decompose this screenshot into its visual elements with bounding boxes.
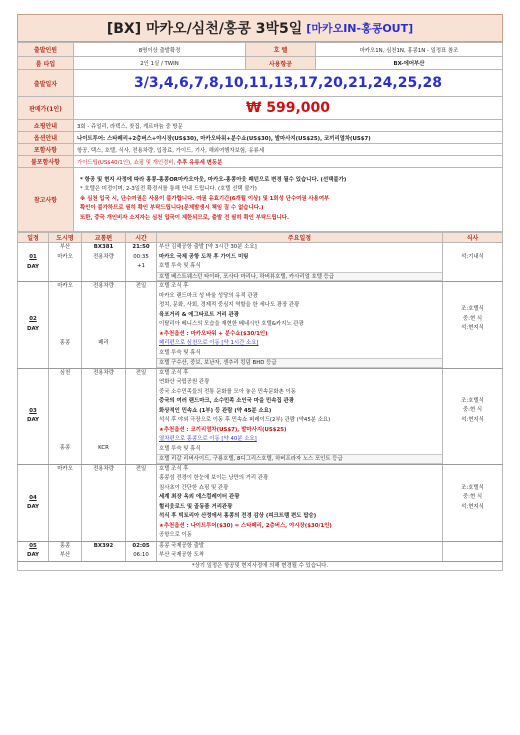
day-label: DAY <box>26 504 40 510</box>
itinerary-line: 호텔 조식 후 <box>159 465 189 472</box>
day-row <box>18 282 503 369</box>
itinerary-line: 홍콩섬 전경이 한눈에 보이는 낭만의 거리 관광 <box>159 475 269 481</box>
time: +1 <box>137 263 145 269</box>
itinerary-line: 육포거리 & 에그타르트 거리 관광 <box>159 311 239 318</box>
itinerary-line: 호텔 조식 후 <box>159 283 189 289</box>
option-label: 옵션안내 <box>18 132 74 144</box>
time: 02:05 <box>132 542 150 549</box>
price-label: 판매가(1인) <box>18 97 74 120</box>
col-header-transport: 교통편 <box>82 233 126 243</box>
meal: 중:현 식 <box>462 494 483 500</box>
day-row <box>18 243 503 282</box>
note-line: ※ 심천 입국 시, 단수여권은 사용이 불가합니다. 여권 유효기간(6개월 이상) 및 1회성 단수여권 사용여부 <box>80 195 330 202</box>
itinerary-line: 호텔 투숙 및 휴식 <box>159 445 201 452</box>
day-label: DAY <box>26 552 40 558</box>
note-line: * 항공 및 현지 사정에 따라 홍콩-홍콩OR마카오아웃, 마카오-홍콩아웃 패턴으로 변경 될수 있습니다. (선택불가) <box>80 176 347 183</box>
itinerary-line: 공항으로 이동 <box>159 532 192 538</box>
itinerary-line: 중국 소수민족들의 전통 문화를 모아 놓은 민속문화촌 이동 <box>159 388 296 395</box>
itinerary-line: 이탈리아 베니스의 모습을 재현한 베네시안 호텔&카지노 관광 <box>159 321 304 327</box>
meal: 조:호텔식 <box>461 397 484 404</box>
itinerary-line: 연화산 국립공원 관광 <box>159 379 210 385</box>
city: 홍콩 <box>59 542 71 549</box>
info-table <box>17 42 503 232</box>
transport: 전용차량 <box>93 253 114 260</box>
transport: KCR <box>98 445 109 451</box>
shopping-label: 쇼핑안내 <box>18 120 74 132</box>
time: 전일 <box>135 369 147 376</box>
exclude-label: 불포함사항 <box>18 156 74 168</box>
meal: 석:기내식 <box>461 254 484 260</box>
depart-value: 8명이상 출발확정 <box>74 43 246 57</box>
title-bar <box>17 14 503 42</box>
city: 마카오 <box>57 283 73 289</box>
exclude-value-a: 가이드팁(US$40/1인), 쇼핑 및 개인경비, <box>77 159 177 166</box>
room-label: 룸 타입 <box>18 57 74 70</box>
schedule-footnote: *상기 일정은 항공및 현지사정에 의해 변경될 수 있습니다. <box>17 562 503 571</box>
note-line: * 호텔은 미정이며, 2-3일전 확정서를 통해 안내 드립니다. (호텔 선택 불가) <box>80 186 257 193</box>
airline-value: BX-에어부산 <box>316 57 503 70</box>
note-line: 또한, 중국 개인비자 소지자는 심천 입국이 제한되므로, 출발 전 필히 확인 부탁드립니다. <box>80 214 290 221</box>
itinerary-line: 호텔 투숙 및 휴식 <box>159 263 201 269</box>
itinerary-line: 헐리웃로드 및 골동품 거리관광 <box>159 503 233 510</box>
transport: 전용차량 <box>93 369 114 376</box>
col-header-meal: 식사 <box>443 233 503 243</box>
schedule-table <box>17 232 503 562</box>
hotel-line: 호텔 구수산, 중보, 보난자, 센추리 킹덤 BHD 등급 <box>157 358 442 368</box>
itinerary-line: 홍콩 국제공항 출발 <box>159 542 205 549</box>
time: 전일 <box>135 283 147 289</box>
meal: 석:현지식 <box>461 503 484 510</box>
itinerary-line: 부산 김해공항 출발 [약 3시간 30분 소요] <box>159 244 257 250</box>
room-value: 2인 1실 / TWIN <box>74 57 246 70</box>
itinerary-line: 부산 국제공항 도착 <box>159 552 205 558</box>
flight-number: BX392 <box>93 542 114 549</box>
itinerary-line: 페리편으로 심천으로 이동 [약 1시간 소요] <box>159 340 259 346</box>
city: 심천 <box>59 369 71 376</box>
transport: 전용차량 <box>93 283 114 289</box>
itinerary-line: 호텔 투숙 및 휴식 <box>159 349 201 356</box>
itinerary-line: 마카오 랜드마크 성 바울 성당의 유적 관광 <box>159 292 258 299</box>
time: 전일 <box>135 465 147 472</box>
day-row <box>18 464 503 541</box>
city: 부산 <box>59 552 71 558</box>
page-title: [BX] 마카오/심천/홍콩 3박5일 <box>106 21 303 37</box>
exclude-value-b: 추후 유류세 변동분 <box>176 159 223 166</box>
exclude-value <box>74 156 503 168</box>
itinerary-line: 호텔 조식 후 <box>159 369 189 376</box>
day-number: 04 <box>29 494 37 501</box>
day-number: 05 <box>29 542 37 549</box>
time: 21:50 <box>132 244 150 250</box>
itinerary-line: 침사초이 간단한 쇼핑 및 관광 <box>159 484 229 491</box>
meal: 조:호텔식 <box>461 484 484 491</box>
hotel-line: 호텔 리갈 리버사이드, 구룡호텔, 8디그리스호텔, 하버프라자 노스 포인트 등급 <box>157 454 442 464</box>
meal: 중:현 식 <box>462 315 483 322</box>
meal: 조:호텔식 <box>461 306 484 312</box>
option-line: ★추천옵션 : 나이트투어($30) = 스타페리, 2층버스, 야시장($30/1인) <box>159 522 332 529</box>
day-number: 01 <box>29 254 37 260</box>
itinerary-line: 세계 최장 옥외 에스컬레이터 관광 <box>159 494 240 500</box>
itinerary-line: 중국의 여러 랜드마크, 소수민족 소인국 마을 민속집 관광 <box>159 398 294 404</box>
meal: 석:현지식 <box>461 416 484 423</box>
transport: 페리 <box>98 339 109 346</box>
meal: 중:현 식 <box>462 407 483 413</box>
itinerary-page <box>17 14 503 718</box>
notes-block <box>74 168 503 232</box>
dates-label: 출발일자 <box>18 70 74 97</box>
day-number: 02 <box>29 316 37 322</box>
price-value: ₩ 599,000 <box>74 97 503 120</box>
city: 마카오 <box>57 465 73 472</box>
include-label: 포함사항 <box>18 144 74 156</box>
day-label: DAY <box>26 263 40 270</box>
page-subtitle: [마카오IN-홍콩OUT] <box>306 22 414 35</box>
time: 06:10 <box>133 552 149 558</box>
shopping-value: 3회 - 쥬얼리, 라텍스, 찻집, 게르마늄 중 방문 <box>74 120 503 132</box>
itinerary-line: 열차편으로 홍콩으로 이동 [약 40분 소요] <box>159 436 257 442</box>
day-label: DAY <box>26 417 40 423</box>
include-value: 항공, 택스, 호텔, 식사, 전용차량, 입장료, 가이드, 기사, 해외여행자보험, 유류세 <box>74 144 503 156</box>
depart-label: 출발인원 <box>18 43 74 57</box>
option-value: 나이트투어: 스타페리+2층버스+야시장(US$30), 마카오타워+분수쇼(US$30), 발마사지(US$25), 코끼리열차(US$7) <box>74 132 503 144</box>
time: 00:35 <box>133 253 149 260</box>
departure-dates: 3/3,4,6,7,8,10,11,13,17,20,21,24,25,28 <box>74 70 503 97</box>
day-label: DAY <box>26 325 40 332</box>
col-header-city: 도시명 <box>49 233 82 243</box>
itinerary-line: 석식 후 야외 극장으로 이동 후 민속쇼 퍼레이드(2부) 관람 (약45분 소요) <box>159 417 331 423</box>
note-line: 확인이 불가하므로 필히 확인 부탁드립니다(문제발생시 책임 질 수 없습니다.) <box>80 205 264 212</box>
day-number: 03 <box>29 407 37 414</box>
hotel-label: 호 텔 <box>246 43 316 57</box>
itinerary-line: 마카오 국제 공항 도착 후 가이드 미팅 <box>159 253 249 260</box>
hotel-line: 호텔 베스트웨스턴 타이파, 포사다 마리나, 하버뷰호텔, 카사리얼 호텔 등급 <box>157 272 442 282</box>
meal: 석:현지식 <box>461 325 484 331</box>
itinerary-line: 정치, 문화, 사회, 경제적 중심지 역할을 한 세나도 광장 관광 <box>159 302 300 308</box>
airline-label: 사용항공 <box>246 57 316 70</box>
itinerary-line: 석식 후 빅토리아 산정에서 홍콩의 전경 감상 (피크트램 편도 탑승) <box>159 513 317 519</box>
city: 부산 <box>59 244 71 250</box>
col-header-itinerary: 주요일정 <box>157 233 443 243</box>
col-header-day: 일정 <box>18 233 49 243</box>
hotel-value: 마카오1N, 심천1N, 홍콩1N - 일정표 참조 <box>316 43 503 57</box>
transport: 전용차량 <box>93 465 114 472</box>
day-row <box>18 368 503 464</box>
col-header-time: 시간 <box>126 233 157 243</box>
city: 홍콩 <box>59 445 71 451</box>
option-line: ★추천옵션 : 코끼리열차(US$7), 발마사지(US$25) <box>159 426 287 433</box>
flight-number: BX381 <box>93 244 114 250</box>
notes-label: 참고사항 <box>18 168 74 232</box>
city: 마카오 <box>57 253 73 260</box>
itinerary-line: 화상적인 민속쇼 (1부) 등 관람 (약 45분 소요) <box>159 407 272 414</box>
city: 홍콩 <box>59 339 71 346</box>
day-row <box>18 541 503 561</box>
option-line: ★추천옵션 : 마카오타워 + 분수쇼($30/1인) <box>159 330 268 337</box>
